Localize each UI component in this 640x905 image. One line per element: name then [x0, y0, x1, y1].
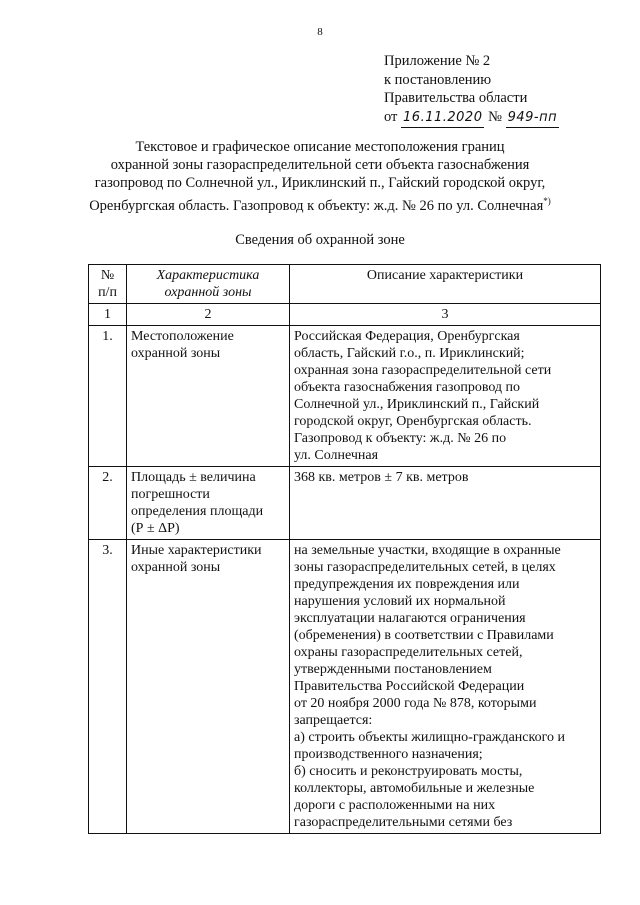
- date-prefix: от: [384, 108, 398, 125]
- description-line: а) строить объекты жилищно-гражданского и: [294, 730, 565, 745]
- description-line: б) сносить и реконструировать мосты,: [294, 764, 523, 779]
- header-num: [89, 265, 127, 304]
- document-title: [80, 138, 560, 215]
- header-description: Описание характеристики: [290, 265, 601, 304]
- index-cell-1: 1: [89, 304, 127, 326]
- footnote-mark: *): [543, 196, 551, 206]
- table-row: [89, 540, 601, 834]
- appendix-line-2: к постановлению: [384, 71, 492, 88]
- description-line: Правительства Российской Федерации: [294, 679, 525, 694]
- row-description: [290, 326, 601, 467]
- characteristic-line: определения площади: [131, 504, 264, 519]
- section-subtitle: Сведения об охранной зоне: [235, 232, 405, 248]
- table-header-row: [89, 265, 601, 304]
- table-row: [89, 326, 601, 467]
- description-line: нарушения условий их нормальной: [294, 594, 506, 609]
- row-number: 3.: [89, 540, 127, 834]
- description-line: 368 кв. метров ± 7 кв. метров: [294, 470, 469, 485]
- appendix-date-line: [384, 108, 559, 129]
- characteristic-line: Иные характеристики: [131, 543, 262, 558]
- row-number: 2.: [89, 467, 127, 540]
- title-line-4-text: Оренбургская область. Газопровод к объекту: ж.д. № 26 по ул. Солнечная: [89, 197, 544, 214]
- description-line: эксплуатации налагаются ограничения: [294, 611, 526, 626]
- title-line-2: охранной зоны газораспределительной сети объекта газоснабжения: [110, 157, 530, 173]
- appendix-line-1: Приложение № 2: [384, 53, 491, 69]
- characteristic-line: (Р ± ΔР): [131, 521, 180, 536]
- row-number: 1.: [89, 326, 127, 467]
- description-line: зоны газораспределительных сетей, в целях: [294, 560, 556, 575]
- row-description: [290, 540, 601, 834]
- number-prefix: №: [488, 108, 502, 125]
- description-line: коллекторы, автомобильные и железные: [294, 781, 535, 796]
- row-characteristic: [127, 540, 290, 834]
- appendix-block: [384, 52, 559, 128]
- header-char-line-2: охранной зоны: [164, 285, 252, 300]
- description-line: городской округ, Оренбургская область.: [294, 414, 532, 429]
- index-cell-2: 2: [127, 304, 290, 326]
- row-description: [290, 467, 601, 540]
- description-line: утвержденными постановлением: [294, 662, 492, 677]
- table-row: [89, 467, 601, 540]
- characteristic-line: погрешности: [131, 487, 210, 502]
- characteristic-line: охранной зоны: [131, 346, 221, 361]
- description-line: от 20 ноября 2000 года № 878, которыми: [294, 696, 537, 711]
- header-num-line-1: №: [100, 268, 115, 283]
- description-line: Солнечной ул., Ириклинский п., Гайский: [294, 397, 540, 412]
- description-line: область, Гайский г.о., п. Ириклинский;: [294, 346, 525, 361]
- table-index-row: [89, 304, 601, 326]
- handwritten-date: 16.11.2020: [401, 109, 484, 129]
- handwritten-number: 949-пп: [506, 109, 560, 129]
- description-line: предупреждения их повреждения или: [294, 577, 520, 592]
- appendix-line-3: Правительства области: [384, 90, 528, 106]
- description-line: Российская Федерация, Оренбургская: [294, 329, 520, 344]
- characteristic-line: Площадь ± величина: [131, 470, 256, 485]
- description-line: Газопровод к объекту: ж.д. № 26 по: [294, 431, 507, 446]
- description-line: производственного назначения;: [294, 747, 483, 762]
- row-characteristic: [127, 467, 290, 540]
- description-line: запрещается:: [294, 713, 373, 728]
- index-cell-3: 3: [290, 304, 601, 326]
- title-line-1: Текстовое и графическое описание местоположения границ: [135, 139, 505, 155]
- title-line-3: газопровод по Солнечной ул., Ириклинский п., Гайский городской округ,: [94, 175, 546, 191]
- characteristic-line: Местоположение: [131, 329, 234, 344]
- description-line: газораспределительными сетями без: [294, 815, 513, 830]
- description-line: на земельные участки, входящие в охранные: [294, 543, 561, 558]
- page-number: 8: [317, 26, 323, 38]
- description-line: дороги с расположенными на них: [294, 798, 496, 813]
- header-characteristic: [127, 265, 290, 304]
- row-characteristic: [127, 326, 290, 467]
- title-line-4: [80, 192, 560, 215]
- description-line: охраны газораспределительных сетей,: [294, 645, 523, 660]
- description-line: охранная зона газораспределительной сети: [294, 363, 552, 378]
- header-char-line-1: Характеристика: [156, 268, 260, 283]
- description-line: (обременения) в соответствии с Правилами: [294, 628, 554, 643]
- characteristic-line: охранной зоны: [131, 560, 221, 575]
- header-num-line-2: п/п: [98, 285, 117, 300]
- zone-info-table: [88, 264, 601, 834]
- description-line: объекта газоснабжения газопровод по: [294, 380, 521, 395]
- description-line: ул. Солнечная: [294, 448, 379, 463]
